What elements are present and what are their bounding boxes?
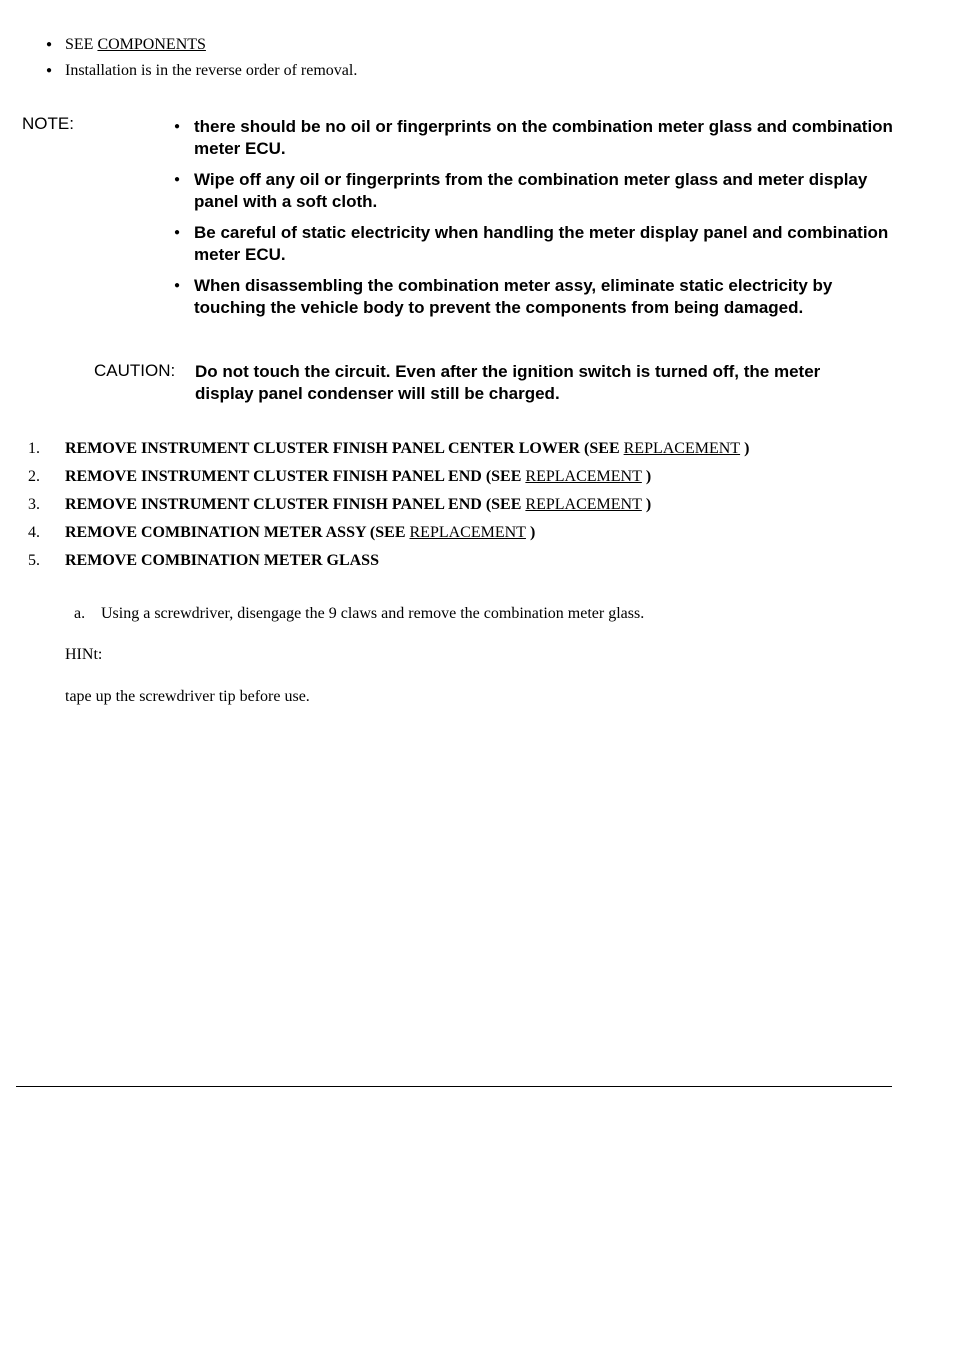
step-number: 5.	[28, 552, 40, 569]
list-item	[28, 34, 888, 56]
removal-steps	[28, 438, 848, 578]
horizontal-rule	[16, 1086, 892, 1087]
step-text: REMOVE COMBINATION METER GLASS	[65, 552, 379, 569]
caution-label: CAUTION:	[94, 361, 176, 380]
step-text: REMOVE INSTRUMENT CLUSTER FINISH PANEL CENTER LOWER (SEE	[65, 440, 624, 457]
components-link[interactable]: COMPONENTS	[97, 36, 206, 53]
step-text: REMOVE INSTRUMENT CLUSTER FINISH PANEL END (SEE	[65, 468, 526, 485]
list-item	[28, 60, 888, 82]
step-number: 4.	[28, 524, 40, 541]
step-suffix: )	[740, 440, 750, 457]
step-text: REMOVE COMBINATION METER ASSY (SEE	[65, 524, 410, 541]
note-item: ● Wipe off any oil or fingerprints from the combination meter glass and meter display panel with a soft cloth.	[194, 169, 894, 213]
step-item	[28, 466, 848, 488]
step-suffix: )	[641, 468, 652, 485]
installation-text: Installation is in the reverse order of removal.	[65, 62, 358, 79]
step-number: 3.	[28, 496, 40, 513]
step-number: 2.	[28, 468, 40, 485]
step-item	[28, 550, 848, 572]
step-suffix: )	[641, 496, 652, 513]
step-text: REMOVE INSTRUMENT CLUSTER FINISH PANEL END (SEE	[65, 496, 526, 513]
note-label: NOTE:	[22, 114, 74, 133]
replacement-link[interactable]: REPLACEMENT	[525, 468, 642, 485]
substep-text: Using a screwdriver, disengage the 9 claws and remove the combination meter glass.	[101, 605, 645, 622]
note-item: ● When disassembling the combination meter assy, eliminate static electricity by touching the vehicle body to prevent the components from being damaged.	[194, 275, 894, 319]
step-item	[28, 438, 848, 460]
note-item: ● Be careful of static electricity when handling the meter display panel and combination meter ECU.	[194, 222, 894, 266]
substep-letter: a.	[74, 605, 86, 622]
step-item	[28, 494, 848, 516]
hint-label: HINt:	[65, 646, 103, 663]
caution-text: Do not touch the circuit. Even after the ignition switch is turned off, the meter display panel condenser will still be charged.	[195, 362, 821, 403]
note-list	[194, 116, 894, 328]
replacement-link[interactable]: REPLACEMENT	[623, 440, 741, 457]
intro-list	[28, 34, 888, 86]
hint-text: tape up the screwdriver tip before use.	[65, 688, 310, 705]
see-prefix: SEE	[65, 36, 98, 53]
replacement-link[interactable]: REPLACEMENT	[409, 524, 526, 541]
note-item: ● there should be no oil or fingerprints on the combination meter glass and combination meter ECU.	[194, 116, 894, 160]
replacement-link[interactable]: REPLACEMENT	[525, 496, 642, 513]
substep-a	[74, 603, 861, 625]
step-item	[28, 522, 848, 544]
step-number: 1.	[28, 440, 40, 457]
step-suffix: )	[525, 524, 536, 541]
